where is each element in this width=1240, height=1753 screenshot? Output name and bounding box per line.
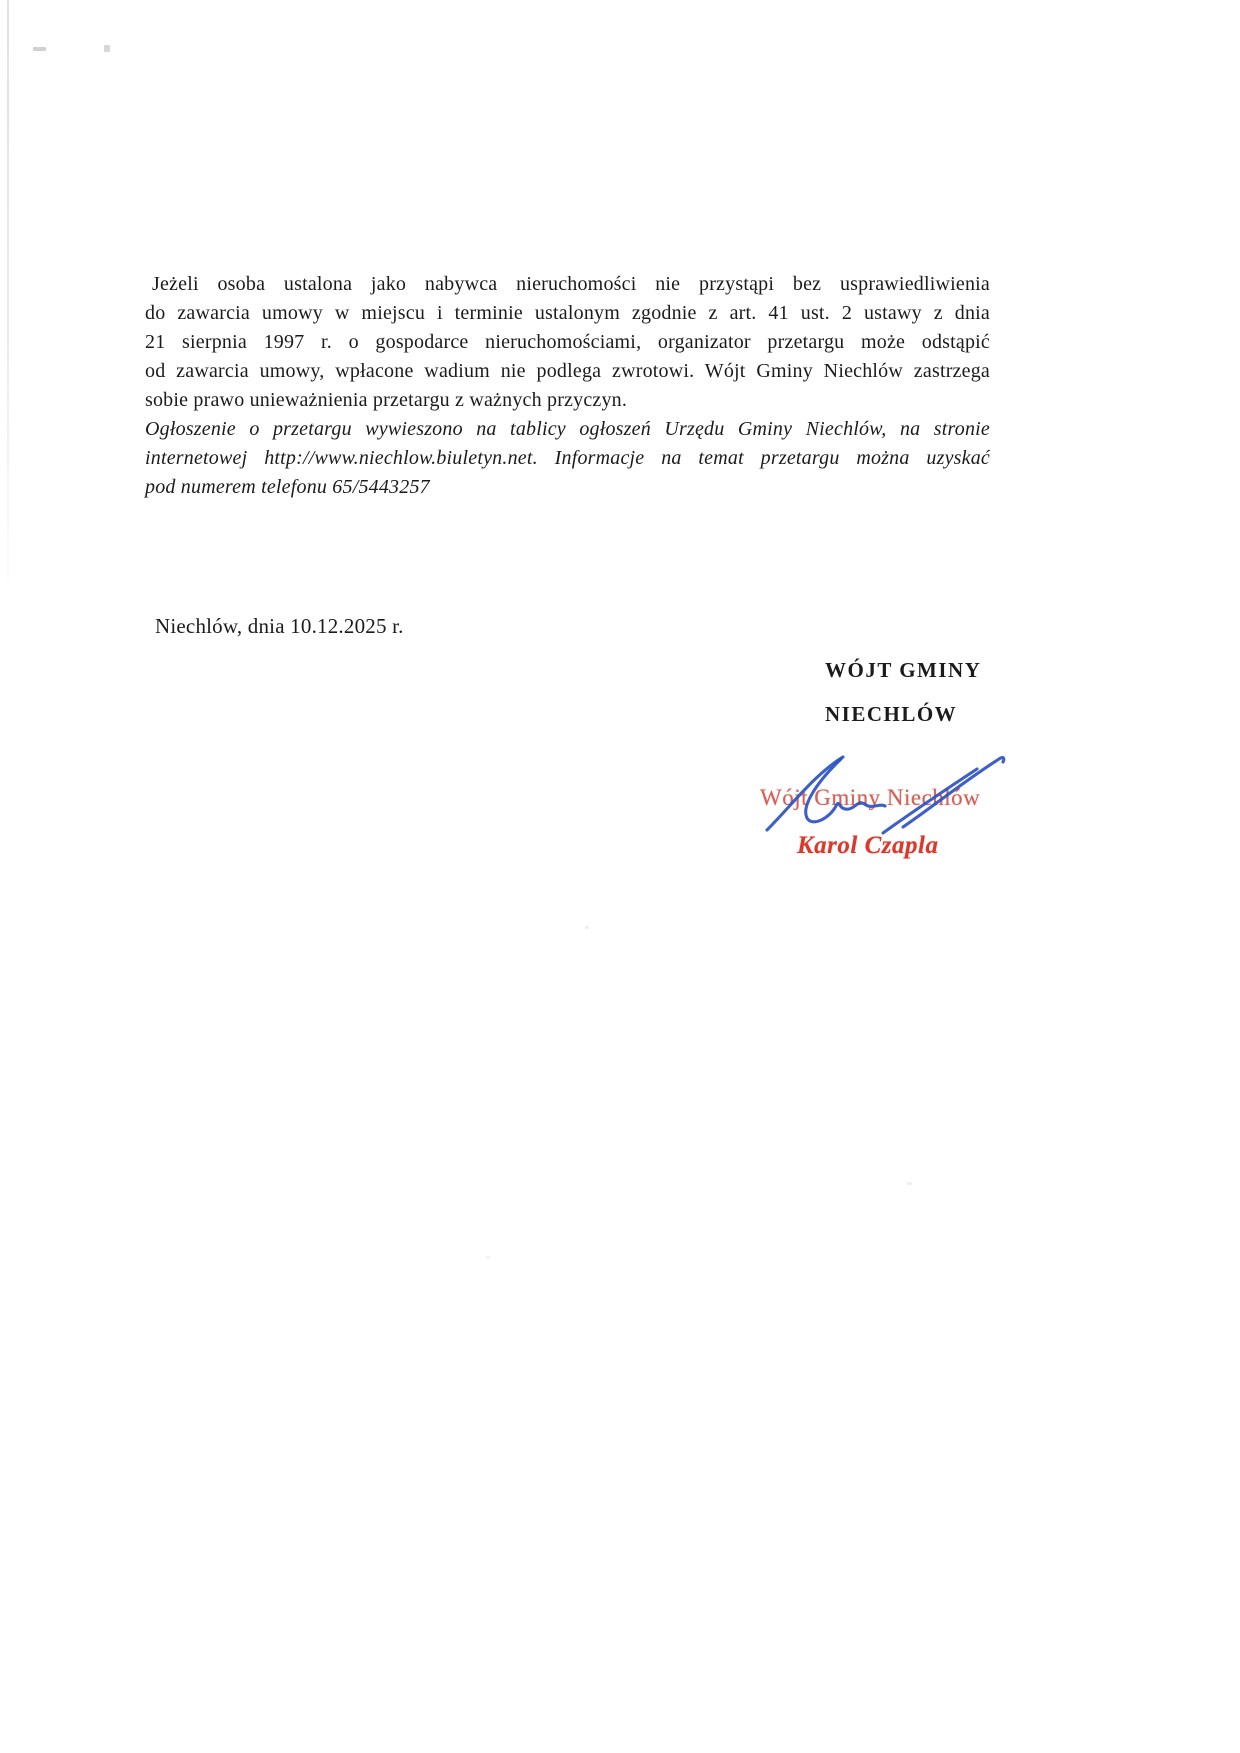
paragraph-line: Jeżeli osoba ustalona jako nabywca nieruchomości nie przystąpi bez usprawiedliwienia bbox=[152, 273, 990, 295]
scan-speck bbox=[585, 926, 589, 929]
office-title-line2: NIECHLÓW bbox=[825, 702, 958, 726]
date-line: Niechlów, dnia 10.12.2025 r. bbox=[155, 614, 404, 638]
body-text-block bbox=[145, 270, 990, 502]
notice-line: internetowej http://www.niechlow.biuletyn.net. Informacje na temat przetargu można uzyskać bbox=[145, 447, 990, 469]
scan-speck bbox=[104, 45, 110, 52]
office-title-line1: WÓJT GMINY bbox=[825, 658, 982, 682]
paragraph-line: 21 sierpnia 1997 r. o gospodarce nieruchomościami, organizator przetargu może odstąpić bbox=[145, 331, 990, 353]
scan-speck bbox=[907, 1182, 912, 1185]
paragraph-line: sobie prawo unieważnienia przetargu z ważnych przyczyn. bbox=[145, 389, 628, 411]
scan-speck bbox=[33, 47, 46, 51]
office-title bbox=[825, 656, 981, 744]
signer-name: Karol Czapla bbox=[797, 832, 939, 859]
notice-line: pod numerem telefonu 65/5443257 bbox=[145, 476, 430, 498]
notice-line: Ogłoszenie o przetargu wywieszono na tablicy ogłoszeń Urzędu Gminy Niechlów, na stronie bbox=[145, 418, 990, 440]
scan-speck bbox=[486, 1256, 490, 1259]
stamp-text: Wójt Gminy Niechlów bbox=[760, 785, 981, 810]
paragraph-line: od zawarcia umowy, wpłacone wadium nie podlega zwrotowi. Wójt Gminy Niechlów zastrzega bbox=[145, 360, 990, 382]
scan-edge-artifact bbox=[7, 0, 9, 612]
paragraph-line: do zawarcia umowy w miejscu i terminie ustalonym zgodnie z art. 41 ust. 2 ustawy z dnia bbox=[145, 302, 990, 324]
handwritten-signature-icon bbox=[753, 748, 1011, 843]
